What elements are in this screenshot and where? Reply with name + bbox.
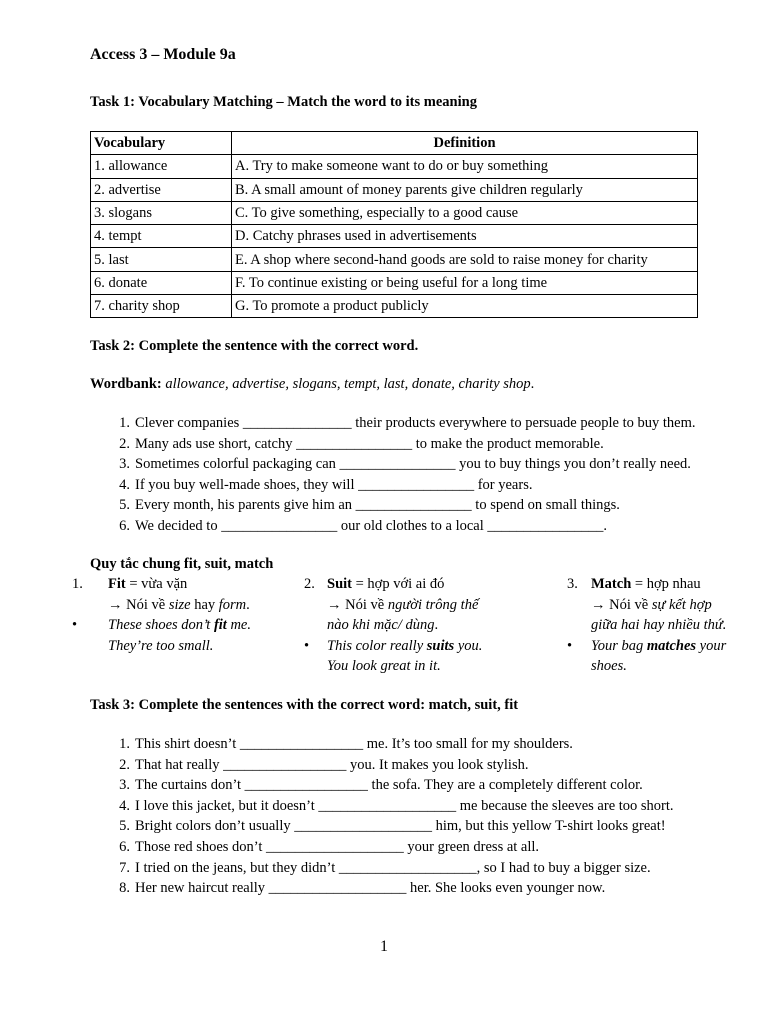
list-item: 6. Those red shoes don’t ___________________ your green dress at all. bbox=[119, 838, 540, 855]
task3-sentence: Those red shoes don’t ___________________ your green dress at all. bbox=[135, 838, 540, 855]
vocab-cell: 3. slogans bbox=[91, 201, 232, 224]
vocab-cell: 1. allowance bbox=[91, 155, 232, 178]
task3-list bbox=[90, 734, 674, 899]
vocab-cell: 7. charity shop bbox=[91, 295, 232, 318]
rule-number: 3. bbox=[567, 576, 578, 592]
definition-cell: G. To promote a product publicly bbox=[232, 295, 698, 318]
arrow-icon: → bbox=[327, 596, 342, 613]
task3-sentence: This shirt doesn’t _________________ me. It’s too small for my shoulders. bbox=[135, 736, 573, 752]
task3-heading: Task 3: Complete the sentences with the correct word: match, suit, fit bbox=[90, 697, 519, 713]
rule-suit: 2. Suit = hợp với ai đó → Nói về người trông thế nào khi mặc/ dùng. • This color really suits you. You look great in it. bbox=[304, 576, 483, 674]
task2-heading: Task 2: Complete the sentence with the correct word. bbox=[90, 338, 419, 354]
task2-sentence: Every month, his parents give him an ________________ to spend on small things. bbox=[135, 497, 620, 514]
table-row bbox=[91, 248, 698, 271]
list-item: 4. If you buy well-made shoes, they will ________________ for years. bbox=[119, 476, 533, 493]
rule-meaning: = vừa vặn bbox=[125, 576, 188, 592]
vocab-cell: 6. donate bbox=[91, 271, 232, 294]
vocab-cell: 5. last bbox=[91, 248, 232, 271]
list-item: 4. I love this jacket, but it doesn’t ___________________ me because the sleeves are too short. bbox=[119, 797, 674, 814]
rule-number: 1. bbox=[72, 576, 83, 592]
table-header-row bbox=[91, 132, 698, 155]
arrow-icon: → bbox=[108, 596, 123, 613]
definition-cell: D. Catchy phrases used in advertisements bbox=[232, 225, 698, 248]
definition-cell: A. Try to make someone want to do or buy something bbox=[232, 155, 698, 178]
wordbank-end: . bbox=[530, 376, 535, 392]
definition-cell: B. A small amount of money parents give children regularly bbox=[232, 178, 698, 201]
table-header-vocabulary: Vocabulary bbox=[91, 132, 232, 155]
list-item: 5. Every month, his parents give him an ________________ to spend on small things. bbox=[119, 497, 620, 514]
table-row bbox=[91, 295, 698, 318]
task3-sentence: I tried on the jeans, but they didn’t ___________________, so I had to buy a bigger size. bbox=[135, 859, 651, 876]
list-item: 5. Bright colors don’t usually ___________________ him, but this yellow T-shirt looks great! bbox=[119, 818, 666, 835]
task3-sentence: That hat really _________________ you. It makes you look stylish. bbox=[135, 756, 529, 773]
rule-meaning: = hợp với ai đó bbox=[352, 576, 445, 592]
list-item: 6. We decided to ________________ our old clothes to a local ________________. bbox=[119, 517, 608, 534]
vocab-cell: 4. tempt bbox=[91, 225, 232, 248]
bullet-icon: • bbox=[72, 617, 78, 633]
vocabulary-table bbox=[90, 131, 698, 318]
task2-list bbox=[90, 413, 696, 537]
task2-sentence: Sometimes colorful packaging can ________________ you to buy things you don’t really need. bbox=[135, 456, 691, 473]
definition-cell: F. To continue existing or being useful for a long time bbox=[232, 271, 698, 294]
arrow-icon: → bbox=[591, 596, 606, 613]
bullet-icon: • bbox=[304, 637, 310, 654]
wordbank-label: Wordbank: bbox=[90, 376, 162, 392]
rule-meaning: = hợp nhau bbox=[631, 576, 701, 592]
list-item: 7. I tried on the jeans, but they didn’t ___________________, so I had to buy a bigger size. bbox=[119, 859, 651, 876]
table-row bbox=[91, 155, 698, 178]
list-item: 8. Her new haircut really ___________________ her. She looks even younger now. bbox=[119, 880, 606, 897]
definition-cell: E. A shop where second-hand goods are sold to raise money for charity bbox=[232, 248, 698, 271]
rule-match: 3. Match = hợp nhau → Nói về sự kết hợp giữa hai hay nhiều thứ. • Your bag matches your shoes. bbox=[567, 576, 727, 674]
wordbank bbox=[90, 376, 534, 393]
table-row bbox=[91, 225, 698, 248]
list-item: 3. Sometimes colorful packaging can ________________ you to buy things you don’t really need. bbox=[119, 456, 691, 473]
task2-sentence: If you buy well-made shoes, they will ________________ for years. bbox=[135, 476, 533, 493]
vocab-cell: 2. advertise bbox=[91, 178, 232, 201]
list-item: 2. That hat really _________________ you. It makes you look stylish. bbox=[119, 756, 529, 773]
list-item: 1. Clever companies _______________ their products everywhere to persuade people to buy them. bbox=[119, 415, 696, 431]
bullet-icon: • bbox=[567, 637, 573, 654]
task2-sentence: We decided to ________________ our old clothes to a local ________________. bbox=[135, 517, 608, 534]
rule-number: 2. bbox=[304, 576, 315, 592]
rule-word: Suit bbox=[327, 576, 352, 592]
table-header-definition: Definition bbox=[232, 132, 698, 155]
page-number: 1 bbox=[380, 938, 388, 955]
table-row bbox=[91, 178, 698, 201]
table-row bbox=[91, 201, 698, 224]
task3-sentence: Bright colors don’t usually ___________________ him, but this yellow T-shirt looks great! bbox=[135, 818, 666, 835]
task2-sentence: Clever companies _______________ their products everywhere to persuade people to buy them. bbox=[135, 415, 696, 431]
task3-sentence: I love this jacket, but it doesn’t ___________________ me because the sleeves are too short. bbox=[135, 797, 674, 814]
task1-heading: Task 1: Vocabulary Matching – Match the word to its meaning bbox=[90, 94, 477, 110]
task3-sentence: Her new haircut really ___________________ her. She looks even younger now. bbox=[135, 880, 606, 897]
rule-word: Match bbox=[591, 576, 632, 592]
list-item: 3. The curtains don’t _________________ the sofa. They are a completely different color. bbox=[119, 777, 643, 794]
definition-cell: C. To give something, especially to a good cause bbox=[232, 201, 698, 224]
table-row bbox=[91, 271, 698, 294]
rules-heading: Quy tắc chung fit, suit, match bbox=[90, 556, 274, 572]
task3-sentence: The curtains don’t _________________ the sofa. They are a completely different color. bbox=[135, 777, 643, 794]
list-item: 2. Many ads use short, catchy ________________ to make the product memorable. bbox=[119, 435, 604, 452]
rule-word: Fit bbox=[108, 576, 126, 592]
wordbank-words: allowance, advertise, slogans, tempt, last, donate, charity shop bbox=[165, 376, 531, 392]
list-item: 1. This shirt doesn’t _________________ me. It’s too small for my shoulders. bbox=[119, 736, 573, 752]
rule-fit: 1. Fit = vừa vặn → Nói về size hay form. • These shoes don’t fit me. They’re too small. bbox=[72, 576, 251, 654]
task2-sentence: Many ads use short, catchy ________________ to make the product memorable. bbox=[135, 435, 604, 452]
document-title: Access 3 – Module 9a bbox=[90, 46, 236, 63]
